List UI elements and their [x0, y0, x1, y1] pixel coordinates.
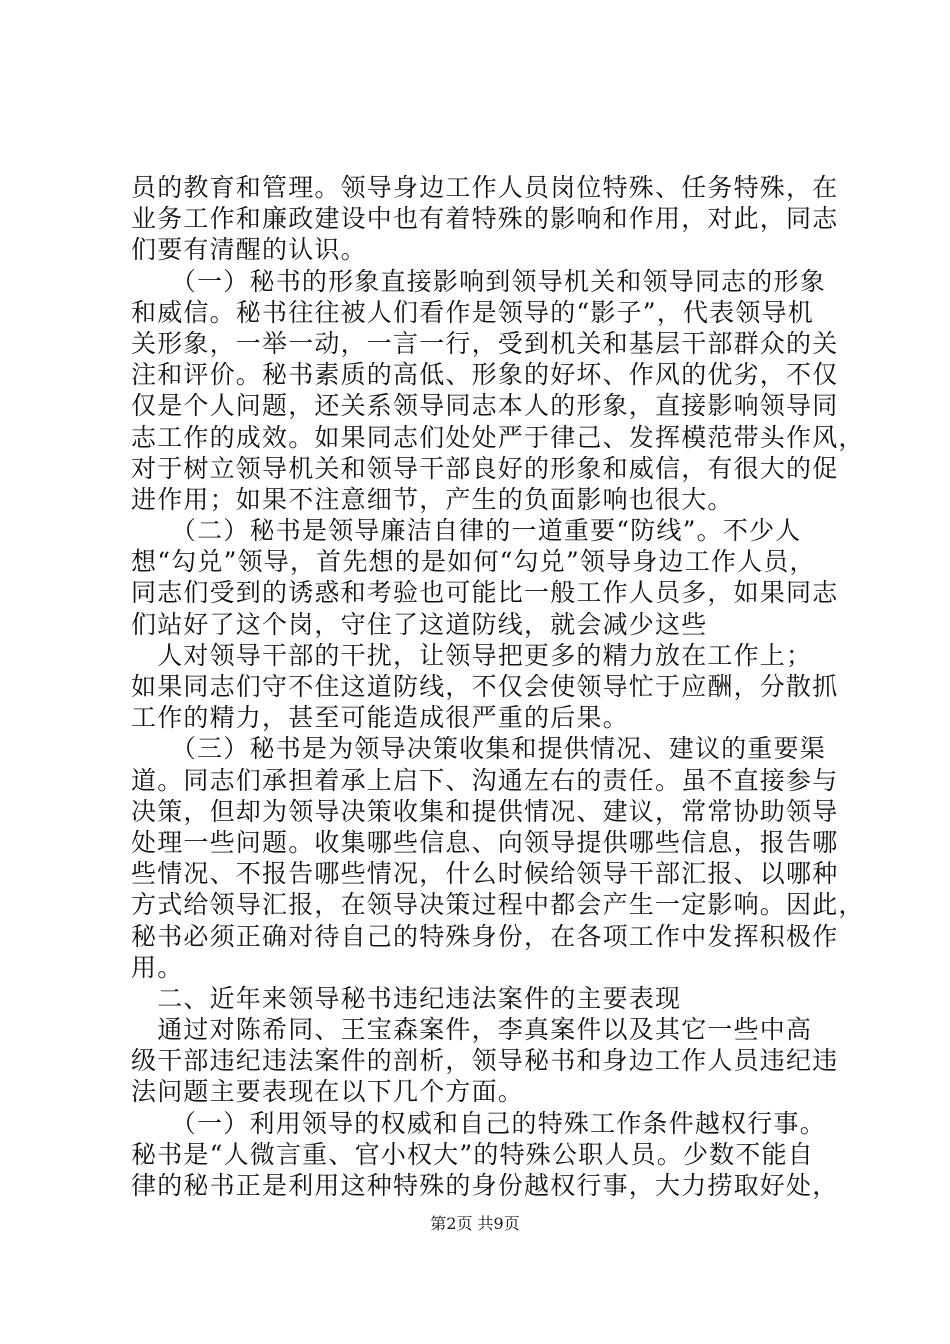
text-line: 对于树立领导机关和领导干部良好的形象和威信，有很大的促 [131, 453, 839, 483]
text-line: 二、近年来领导秘书违纪违法案件的主要表现 [131, 983, 682, 1013]
text-line: 如果同志们守不住这道防线，不仅会使领导忙于应酬，分散抓 [131, 672, 839, 701]
text-line: 志工作的成效。如果同志们处处严于律己、发挥模范带头作风， [131, 422, 865, 452]
text-line: 决策，但却为领导决策收集和提供情况、建议，常常协助领导 [131, 796, 839, 826]
text-line: （二）秘书是领导廉洁自律的一道重要“防线”。不少人 [131, 516, 802, 546]
text-line: 法问题主要表现在以下几个方面。 [131, 1077, 525, 1107]
text-line: 想“勾兑”领导，首先想的是如何“勾兑”领导身边工作人员， [131, 547, 816, 577]
text-line: 们站好了这个岗，守住了这道防线，就会减少这些 [131, 609, 708, 639]
text-line: 们要有清醒的认识。 [131, 235, 367, 265]
text-line: 仅是个人问题，还关系领导同志本人的形象，直接影响领导同 [131, 391, 839, 421]
text-line: （一）秘书的形象直接影响到领导机关和领导同志的形象 [131, 266, 826, 296]
text-line: 工作的精力，甚至可能造成很严重的后果。 [131, 703, 629, 733]
text-line: 业务工作和廉政建设中也有着特殊的影响和作用，对此，同志 [131, 204, 839, 234]
text-line: 律的秘书正是利用这种特殊的身份越权行事，大力捞取好处， [131, 1171, 839, 1200]
text-line: 员的教育和管理。领导身边工作人员岗位特殊、任务特殊，在 [131, 173, 839, 202]
text-line: 关形象，一举一动，一言一行，受到机关和基层干部群众的关 [131, 328, 839, 358]
text-line: 些情况、不报告哪些情况，什么时候给领导干部汇报、以哪种 [131, 859, 839, 889]
text-line: （三）秘书是为领导决策收集和提供情况、建议的重要渠 [131, 734, 826, 764]
text-line: 人对领导干部的干扰，让领导把更多的精力放在工作上； [131, 640, 813, 670]
text-line: （一）利用领导的权威和自己的特殊工作条件越权行事。 [131, 1108, 826, 1138]
text-line: 秘书是“人微言重、官小权大”的特殊公职人员。少数不能自 [131, 1139, 814, 1169]
text-line: 通过对陈希同、王宝森案件，李真案件以及其它一些中高 [131, 1015, 813, 1045]
text-line: 和威信。秘书往往被人们看作是领导的“影子”，代表领导机 [131, 297, 814, 327]
text-line: 注和评价。秘书素质的高低、形象的好坏、作风的优劣，不仅 [131, 360, 839, 390]
text-line: 道。同志们承担着承上启下、沟通左右的责任。虽不直接参与 [131, 765, 839, 795]
text-line: 同志们受到的诱惑和考验也可能比一般工作人员多，如果同志 [131, 578, 839, 608]
text-line: 进作用；如果不注意细节，产生的负面影响也很大。 [131, 484, 734, 514]
text-line: 级干部违纪违法案件的剖析，领导秘书和身边工作人员违纪违 [131, 1046, 839, 1076]
text-line: 用。 [131, 952, 184, 982]
page-footer: 第2页 共9页 [430, 1214, 520, 1233]
text-line: 方式给领导汇报，在领导决策过程中都会产生一定影响。因此， [131, 890, 865, 920]
text-line: 处理一些问题。收集哪些信息、向领导提供哪些信息，报告哪 [131, 827, 839, 857]
text-line: 秘书必须正确对待自己的特殊身份，在各项工作中发挥积极作 [131, 921, 839, 951]
document-body [131, 172, 865, 1201]
